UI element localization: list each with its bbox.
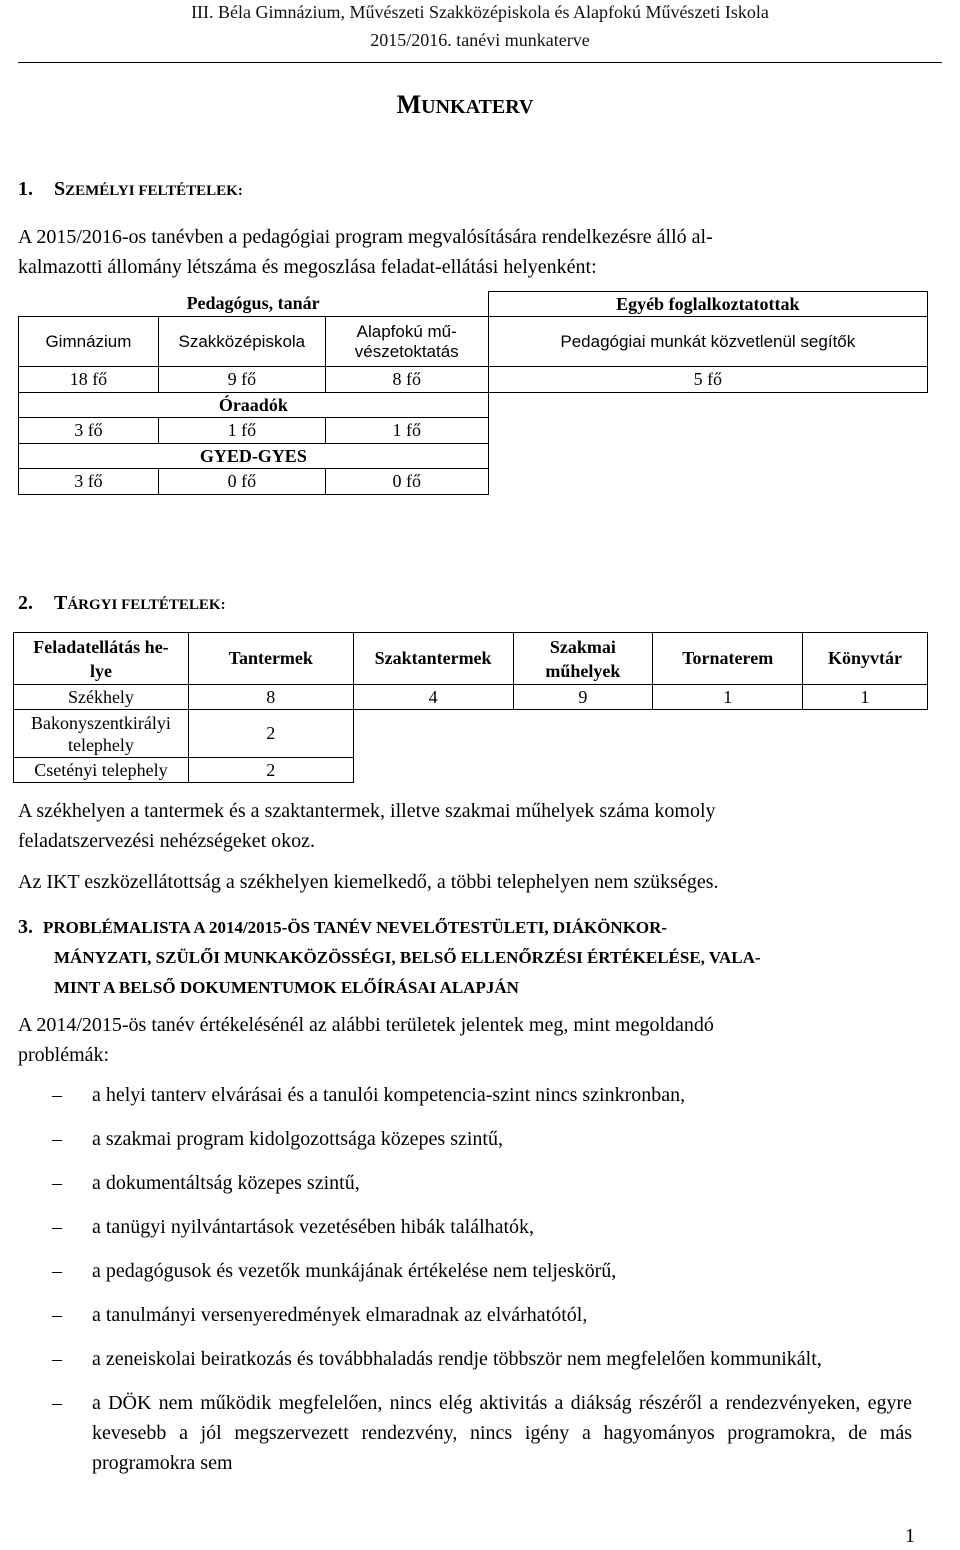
- list-item: – a tanulmányi versenyeredmények elmaradnak az elvárhatótól,: [52, 1304, 588, 1326]
- section2-heading: 2. TÁRGYI FELTÉTELEK:: [18, 592, 226, 614]
- table-cell: 3 fő: [19, 418, 159, 444]
- table-cell: 2: [188, 758, 353, 783]
- list-item: – a zeneiskolai beiratkozás és továbbhaladás rendje többször nem megfelelően kommunikált,: [52, 1348, 822, 1370]
- list-item: – a dokumentáltság közepes szintű,: [52, 1172, 360, 1194]
- staff-col-gimnazium: Gimnázium: [19, 317, 159, 367]
- table-cell: 9 fő: [158, 367, 325, 393]
- table-cell: 8 fő: [325, 367, 488, 393]
- problem-list: [52, 1080, 912, 1492]
- staff-gyed-header: GYED-GYES: [19, 444, 489, 469]
- list-item: – a helyi tanterv elvárásai és a tanulói kompetencia-szint nincs szinkronban,: [52, 1084, 686, 1106]
- table-cell: 0 fő: [325, 469, 488, 495]
- list-item: – a pedagógusok és vezetők munkájának értékelése nem teljeskörű,: [52, 1260, 617, 1282]
- section3-heading: 3. PROBLÉMALISTA A 2014/2015-ÖS TANÉV NEVELŐTESTÜLETI, DIÁKÖNKOR- MÁNYZATI, SZÜLŐI MUNKAKÖZÖSSÉGI, BELSŐ ELLENŐRZÉSI ÉRTÉKELÉSE, VALA- MINT A BELSŐ DOKUMENTUMOK ELŐÍRÁSAI ALAPJÁN: [18, 916, 761, 997]
- facilities-col-muhelyek: Szakmai műhelyek: [513, 633, 653, 685]
- table-cell: 1 fő: [158, 418, 325, 444]
- facilities-table: [13, 632, 928, 783]
- header-school-name: III. Béla Gimnázium, Művészeti Szakközépiskola és Alapfokú Művészeti Iskola: [191, 2, 769, 22]
- section1-intro: A 2015/2016-os tanévben a pedagógiai program megvalósítására rendelkezésre álló al- kalmazotti állomány létszáma és megoszlása feladat-ellátási helyenként:: [18, 226, 713, 278]
- staff-table: [18, 291, 928, 495]
- staff-group-other: Egyéb foglalkoztatottak: [488, 292, 927, 317]
- staff-col-szakkozep: Szakközépiskola: [158, 317, 325, 367]
- facilities-col-konyvtar: Könyvtár: [803, 633, 928, 685]
- staff-col-segitok: Pedagógiai munkát közvetlenül segítők: [488, 317, 927, 367]
- table-cell: 8: [188, 685, 353, 710]
- table-cell: Csetényi telephely: [14, 758, 189, 783]
- facilities-col-tantermek: Tantermek: [188, 633, 353, 685]
- section1-heading: 1. SZEMÉLYI FELTÉTELEK:: [18, 178, 243, 200]
- section2-para2: Az IKT eszközellátottság a székhelyen kiemelkedő, a többi telephelyen nem szükséges.: [18, 871, 719, 893]
- facilities-col-location: Feladatellátás he- lye: [14, 633, 189, 685]
- section3-intro: A 2014/2015-ös tanév értékelésénél az alábbi területek jelentek meg, mint megoldandó problémák:: [18, 1014, 714, 1066]
- facilities-col-tornaterem: Tornaterem: [653, 633, 803, 685]
- facilities-col-szaktantermek: Szaktantermek: [353, 633, 513, 685]
- table-cell: 1: [803, 685, 928, 710]
- page-title: MUNKATERV: [396, 90, 534, 119]
- table-cell: 0 fő: [158, 469, 325, 495]
- table-cell: Székhely: [14, 685, 189, 710]
- header-year: 2015/2016. tanévi munkaterve: [370, 30, 590, 50]
- table-cell: 1 fő: [325, 418, 488, 444]
- list-item: – a DÖK nem működik megfelelően, nincs elég aktivitás a diákság részéről a rendezvényeken, egyre kevesebb a jól megszervezett rendezvény, nincs igény a hagyományos programokra, de más programokra sem: [52, 1392, 912, 1474]
- section2-para1: A székhelyen a tantermek és a szaktantermek, illetve szakmai műhelyek száma komoly feladatszervezési nehézségeket okoz.: [18, 800, 716, 852]
- header-rule: [18, 62, 942, 63]
- table-cell: 3 fő: [19, 469, 159, 495]
- staff-oraadok-header: Óraadók: [19, 393, 489, 418]
- table-cell: 9: [513, 685, 653, 710]
- table-cell: 18 fő: [19, 367, 159, 393]
- table-cell: 2: [188, 710, 353, 758]
- list-item: – a tanügyi nyilvántartások vezetésében hibák találhatók,: [52, 1216, 535, 1238]
- page-number: 1: [905, 1525, 915, 1547]
- list-item: – a szakmai program kidolgozottsága közepes szintű,: [52, 1128, 503, 1150]
- staff-col-alapfoku: Alapfokú mű- vészetoktatás: [325, 317, 488, 367]
- table-cell: Bakonyszentkirályi telephely: [14, 710, 189, 758]
- table-cell: 4: [353, 685, 513, 710]
- table-cell: 5 fő: [488, 367, 927, 393]
- staff-group-teachers: Pedagógus, tanár: [186, 293, 320, 314]
- table-cell: 1: [653, 685, 803, 710]
